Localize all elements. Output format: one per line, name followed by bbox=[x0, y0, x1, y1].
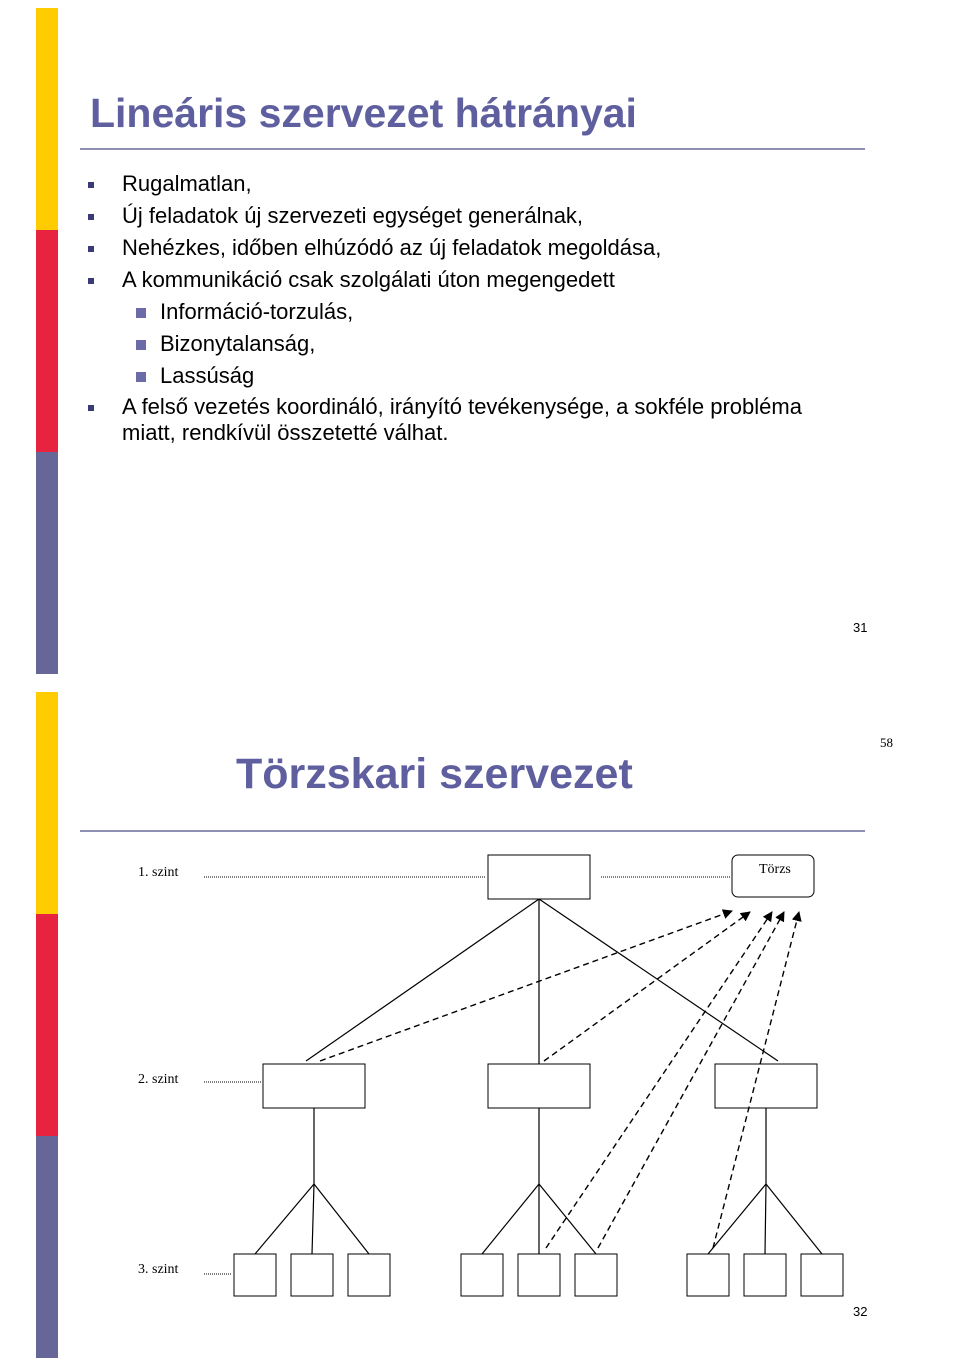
level3-box bbox=[518, 1254, 560, 1296]
sub-bullet-item: Bizonytalanság, bbox=[88, 328, 848, 360]
slide-staff-organization bbox=[0, 684, 960, 1368]
level-label: 2. szint bbox=[138, 1072, 179, 1087]
slide-title: Lineáris szervezet hátrányai bbox=[90, 90, 637, 136]
bullet-item: A felső vezetés koordináló, irányító tevékenysége, a sokféle probléma miatt, rendkívül összetetté válhat. bbox=[88, 394, 848, 446]
slide-title: Törzskari szervezet bbox=[236, 750, 633, 798]
bullet-item: A kommunikáció csak szolgálati úton megengedett bbox=[88, 264, 848, 296]
square-sub-bullet-icon bbox=[136, 372, 146, 382]
bullet-item: Új feladatok új szervezeti egységet generálnak, bbox=[88, 200, 848, 232]
accent-stripe-blue bbox=[36, 452, 58, 674]
level3-box bbox=[801, 1254, 843, 1296]
level-label: 3. szint bbox=[138, 1262, 179, 1277]
square-bullet-icon bbox=[88, 278, 94, 284]
sub-bullet-group bbox=[88, 296, 848, 392]
staff-box-label: Törzs bbox=[759, 862, 791, 877]
square-bullet-icon bbox=[88, 405, 94, 411]
level3-box bbox=[234, 1254, 276, 1296]
staff-link-arrow bbox=[544, 912, 750, 1061]
square-bullet-icon bbox=[88, 182, 94, 188]
level3-box bbox=[575, 1254, 617, 1296]
title-rule bbox=[80, 148, 865, 150]
sub-bullet-item: Lassúság bbox=[88, 360, 848, 392]
level3-box bbox=[348, 1254, 390, 1296]
bullet-item: Nehézkes, időben elhúzódó az új feladatok megoldása, bbox=[88, 232, 848, 264]
square-sub-bullet-icon bbox=[136, 340, 146, 350]
corner-number: 58 bbox=[880, 735, 893, 750]
level3-box bbox=[461, 1254, 503, 1296]
square-sub-bullet-icon bbox=[136, 308, 146, 318]
staff-link-arrow bbox=[320, 911, 732, 1061]
bullet-list bbox=[88, 168, 848, 446]
accent-stripe-yellow bbox=[36, 8, 58, 230]
level3-box bbox=[744, 1254, 786, 1296]
top-manager-box bbox=[488, 855, 590, 899]
sub-bullet-item: Információ-torzulás, bbox=[88, 296, 848, 328]
square-bullet-icon bbox=[88, 246, 94, 252]
sub-bullet-list bbox=[88, 296, 848, 392]
accent-stripe-red bbox=[36, 230, 58, 452]
level-label: 1. szint bbox=[138, 865, 179, 880]
page-number: 32 bbox=[853, 1304, 868, 1319]
level3-box bbox=[687, 1254, 729, 1296]
level2-box bbox=[715, 1064, 817, 1108]
level3-box bbox=[291, 1254, 333, 1296]
level2-box bbox=[263, 1064, 365, 1108]
bullet-item: Rugalmatlan, bbox=[88, 168, 848, 200]
level2-box bbox=[488, 1064, 590, 1108]
square-bullet-icon bbox=[88, 214, 94, 220]
page-number: 31 bbox=[853, 620, 868, 635]
